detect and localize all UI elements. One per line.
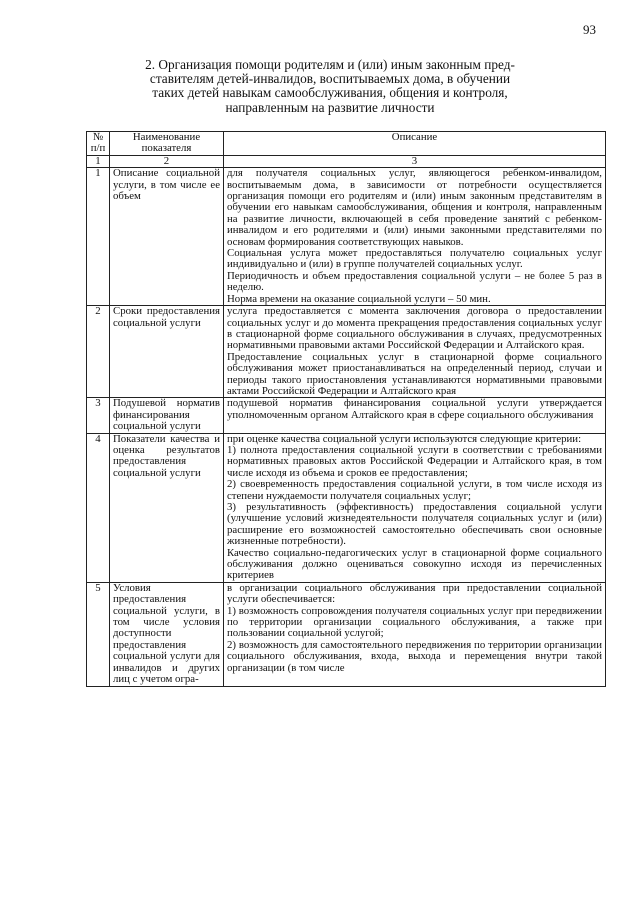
table-row: [87, 582, 606, 686]
description-paragraph: услуга предоставляется с момента заключения договора о предоставлении социальных услуг и до момента прекращения предоставления социальных услуг в стационарной форме социального обслуживания в случаях, предусмотренных нормативными правовыми актами Российской Федерации и Алтайского края.: [227, 305, 602, 352]
description-paragraph: в организации социального обслуживания при предоставлении социальной услуги обеспечивается:: [227, 581, 602, 606]
row-number: 4: [87, 433, 110, 582]
row-number: 1: [87, 168, 110, 306]
description-paragraph: 1) полнота предоставления социальной услуги в соответствии с требованиями нормативных правовых актов Российской Федерации и Алтайского края, в том числе исходя из объема и сроков ее предоставления;: [227, 443, 602, 479]
row-description: [224, 433, 606, 582]
column-number: 1: [87, 155, 110, 167]
table-header-row: [87, 132, 606, 156]
section-heading: [100, 58, 560, 115]
row-number: 2: [87, 306, 110, 398]
row-number: 5: [87, 582, 110, 686]
description-paragraph: 2) своевременность предоставления социальной услуги, в том числе исходя из степени нуждаемости получателя социальных услуг;: [227, 478, 602, 502]
row-description: [224, 168, 606, 306]
heading-line: ставителям детей-инвалидов, воспитываемых дома, в обучении: [149, 71, 511, 87]
description-paragraph: 1) возможность сопровождения получателя социальных услуг при передвижении по территории организации социального обслуживания, а также при пользовании социальной услугой;: [227, 604, 602, 640]
description-paragraph: при оценке качества социальной услуги используются следующие критерии:: [227, 432, 582, 445]
table-row: [87, 433, 606, 582]
row-indicator: [110, 582, 224, 686]
heading-line: таких детей навыкам самообслуживания, общения и контроля,: [152, 85, 508, 101]
description-paragraph: 3) результативность (эффективность) предоставления социальной услуги (улучшение условий жизнедеятельности получателя социальных услуг и (или) расширение его возможностей самостоятельно обеспечивать свои основные жизненные потребности).: [227, 501, 602, 548]
description-paragraph: Качество социально-педагогических услуг в стационарной форме социального обслуживания должно оцениваться совокупно исходя из перечисленных критериев: [227, 546, 602, 582]
header-name: Наименование показателя: [110, 132, 224, 156]
column-number: 2: [110, 155, 224, 167]
indicator-text: Условия предоставления социальной услуги, в том числе условия доступности предоставления социальной услуги для инвалидов и других лиц с учетом огра-: [113, 581, 220, 686]
page-number: 93: [583, 22, 596, 37]
row-indicator: [110, 168, 224, 306]
row-description: [224, 398, 606, 433]
row-number: 3: [87, 398, 110, 433]
row-indicator: [110, 398, 224, 433]
description-paragraph: подушевой норматив финансирования социальной услуги утверждается уполномоченным органом Алтайского края в сфере социального обслуживания: [227, 397, 602, 421]
column-number-row: [87, 155, 606, 167]
description-paragraph: Периодичность и объем предоставления социальной услуги – не более 5 раз в неделю.: [227, 269, 602, 294]
description-paragraph: 2) возможность для самостоятельного передвижения по территории организации социального обслуживания, входа, выхода и перемещения внутри такой организации (в том числе: [227, 638, 602, 674]
row-indicator: [110, 433, 224, 582]
heading-line: 2. Организация помощи родителям и (или) иным законным пред-: [145, 57, 515, 72]
column-number: 3: [224, 155, 606, 167]
header-desc: Описание: [224, 132, 606, 156]
header-num: № п/п: [87, 132, 110, 156]
row-description: [224, 306, 606, 398]
indicator-text: Сроки предоставления социальной услуги: [113, 305, 220, 329]
row-description: [224, 582, 606, 686]
indicator-text: Показатели качества и оценка результатов предоставления социальной услуги: [113, 432, 220, 479]
row-indicator: [110, 306, 224, 398]
description-paragraph: Предоставление социальных услуг в стационарной форме социального обслуживания может приостанавливаться на определенный период, случаи и периоды такого приостановления устанавливаются нормативными правовыми актами Российской Федерации и Алтайского края: [227, 350, 602, 397]
table-row: [87, 398, 606, 433]
table-row: [87, 168, 606, 306]
table-row: [87, 306, 606, 398]
service-table: [86, 131, 606, 687]
description-paragraph: Норма времени на оказание социальной услуги – 50 мин.: [227, 292, 491, 305]
heading-line: направленным на развитие личности: [225, 99, 435, 115]
indicator-text: Описание социальной услуги, в том числе ее объем: [113, 167, 220, 203]
description-paragraph: Социальная услуга может предоставляться получателю социальных услуг индивидуально и (или) в группе получателей социальных услуг.: [227, 247, 602, 271]
description-paragraph: для получателя социальных услуг, являющегося ребенком-инвалидом, воспитываемым дома, в зависимости от потребности осуществляется организация помощи его родителям и (или) иным законным представителям в обучении его навыкам самообслуживания, общения и контроля, направленным на развитие личности, включающей в себя проведение занятий с ребенком-инвалидом и его родителями и (или) иными законными представителями по основам формирования соответствующих навыков.: [227, 167, 602, 248]
indicator-text: Подушевой норматив финансирования социальной услуги: [113, 397, 220, 433]
